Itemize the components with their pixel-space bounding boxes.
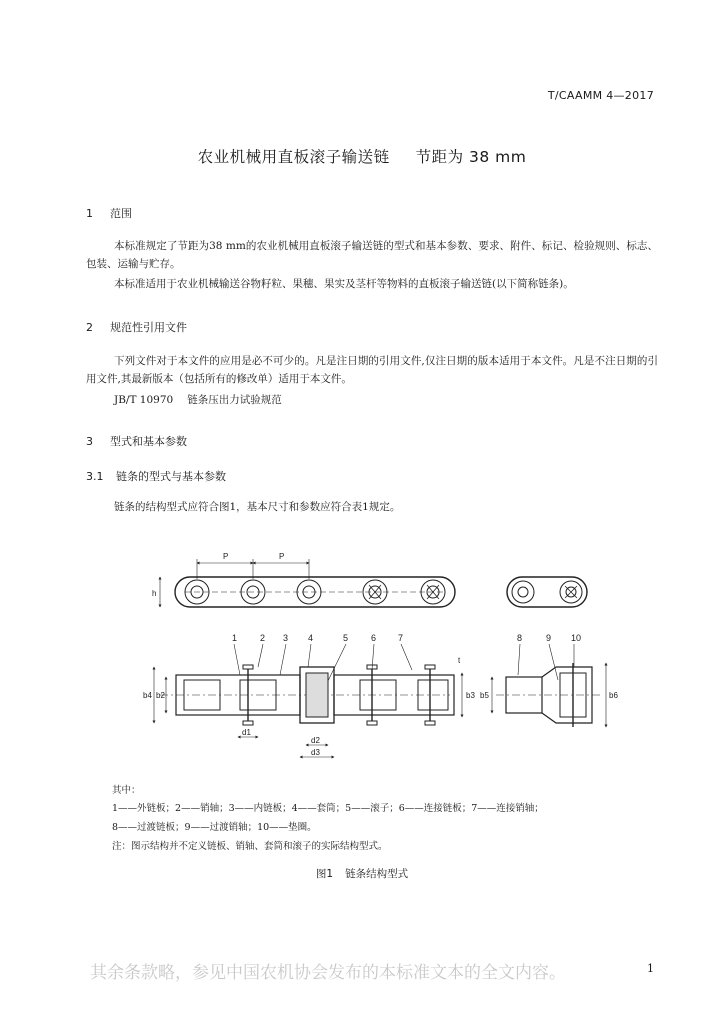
callout-8: 8 bbox=[517, 633, 523, 643]
callout-6: 6 bbox=[371, 633, 377, 643]
pitch-dimension bbox=[152, 552, 309, 607]
section-number: 1 bbox=[86, 207, 93, 220]
footer-note: 其余条款略，参见中国农机协会发布的本标准文本的全文内容。 bbox=[90, 963, 566, 983]
page-number: 1 bbox=[647, 962, 654, 975]
dim-b6: b6 bbox=[609, 691, 618, 700]
section-2-heading bbox=[86, 319, 187, 335]
dim-p2: P bbox=[279, 552, 285, 561]
standard-code: T/CAAMM 4—2017 bbox=[547, 89, 654, 102]
section-number: 2 bbox=[86, 321, 93, 334]
callout-5: 5 bbox=[343, 633, 349, 643]
callout-9: 9 bbox=[546, 633, 552, 643]
figure-legend-line-2: 8——过渡链板；9——过渡销轴；10——垫圈。 bbox=[112, 822, 317, 833]
section-title: 范围 bbox=[110, 207, 132, 220]
dim-d3: d3 bbox=[311, 748, 320, 757]
section-number: 3.1 bbox=[86, 470, 104, 483]
reference-code: JB/T 10970 bbox=[114, 394, 174, 406]
reference-title: 链条压出力试验规范 bbox=[187, 394, 282, 406]
dim-d2: d2 bbox=[311, 736, 320, 745]
section-title: 规范性引用文件 bbox=[110, 321, 187, 334]
document-title bbox=[0, 145, 724, 167]
dim-b3: b3 bbox=[466, 691, 475, 700]
section-1-paragraph-2: 本标准适用于农业机械输送谷物籽粒、果穗、果实及茎杆等物料的直板滚子输送链(以下简称链条)。 bbox=[114, 278, 574, 290]
section-title: 链条的型式与基本参数 bbox=[116, 470, 226, 483]
callout-7: 7 bbox=[398, 633, 404, 643]
dim-d1: d1 bbox=[242, 728, 251, 737]
figure-legend-label: 其中： bbox=[112, 785, 141, 796]
document-title-sub: 节距为 38 mm bbox=[415, 148, 527, 166]
normative-reference bbox=[114, 392, 282, 407]
document-title-main: 农业机械用直板滚子输送链 bbox=[197, 148, 390, 166]
callout-10: 10 bbox=[571, 633, 582, 643]
figure-caption bbox=[0, 866, 724, 881]
chain-side-view-top bbox=[507, 577, 587, 607]
dim-b2: b2 bbox=[156, 691, 165, 700]
figure-legend-line-1: 1——外链板；2——销轴；3——内链板；4——套筒；5——滚子；6——连接链板；7——连接销轴； bbox=[112, 803, 544, 814]
section-1-paragraph-1: 本标准规定了节距为38 mm的农业机械用直板滚子输送链的型式和基本参数、要求、附件、标记、检验规则、标志、包装、运输与贮存。 bbox=[86, 240, 658, 270]
section-3-heading bbox=[86, 433, 187, 449]
callout-3: 3 bbox=[283, 633, 289, 643]
section-number: 3 bbox=[86, 435, 93, 448]
dim-h: h bbox=[152, 589, 157, 598]
chain-structure-figure bbox=[140, 545, 620, 767]
section-1-heading bbox=[86, 205, 132, 221]
section-2-paragraph-1: 下列文件对于本文件的应用是必不可少的。凡是注日期的引用文件,仅注日期的版本适用于本文件。凡是不注日期的引用文件,其最新版本（包括所有的修改单）适用于本文件。 bbox=[86, 355, 658, 385]
dim-p1: P bbox=[223, 552, 229, 561]
figure-caption-number: 图1 bbox=[315, 868, 334, 880]
callout-2: 2 bbox=[260, 633, 266, 643]
callout-1: 1 bbox=[232, 633, 238, 643]
section-3-1-heading bbox=[86, 468, 226, 484]
chain-plan-view bbox=[160, 665, 454, 725]
dim-b4: b4 bbox=[143, 691, 152, 700]
callout-4: 4 bbox=[308, 633, 314, 643]
dim-t: t bbox=[458, 656, 461, 665]
section-3-1-paragraph: 链条的结构型式应符合图1，基本尺寸和参数应符合表1规定。 bbox=[114, 501, 401, 513]
transition-link-plan-view bbox=[492, 663, 606, 727]
dim-b5: b5 bbox=[480, 691, 489, 700]
figure-note: 注：图示结构并不定义链板、销轴、套筒和滚子的实际结构型式。 bbox=[112, 841, 388, 852]
section-title: 型式和基本参数 bbox=[110, 435, 187, 448]
figure-caption-title: 链条结构型式 bbox=[345, 868, 409, 880]
chain-top-view bbox=[175, 577, 455, 607]
